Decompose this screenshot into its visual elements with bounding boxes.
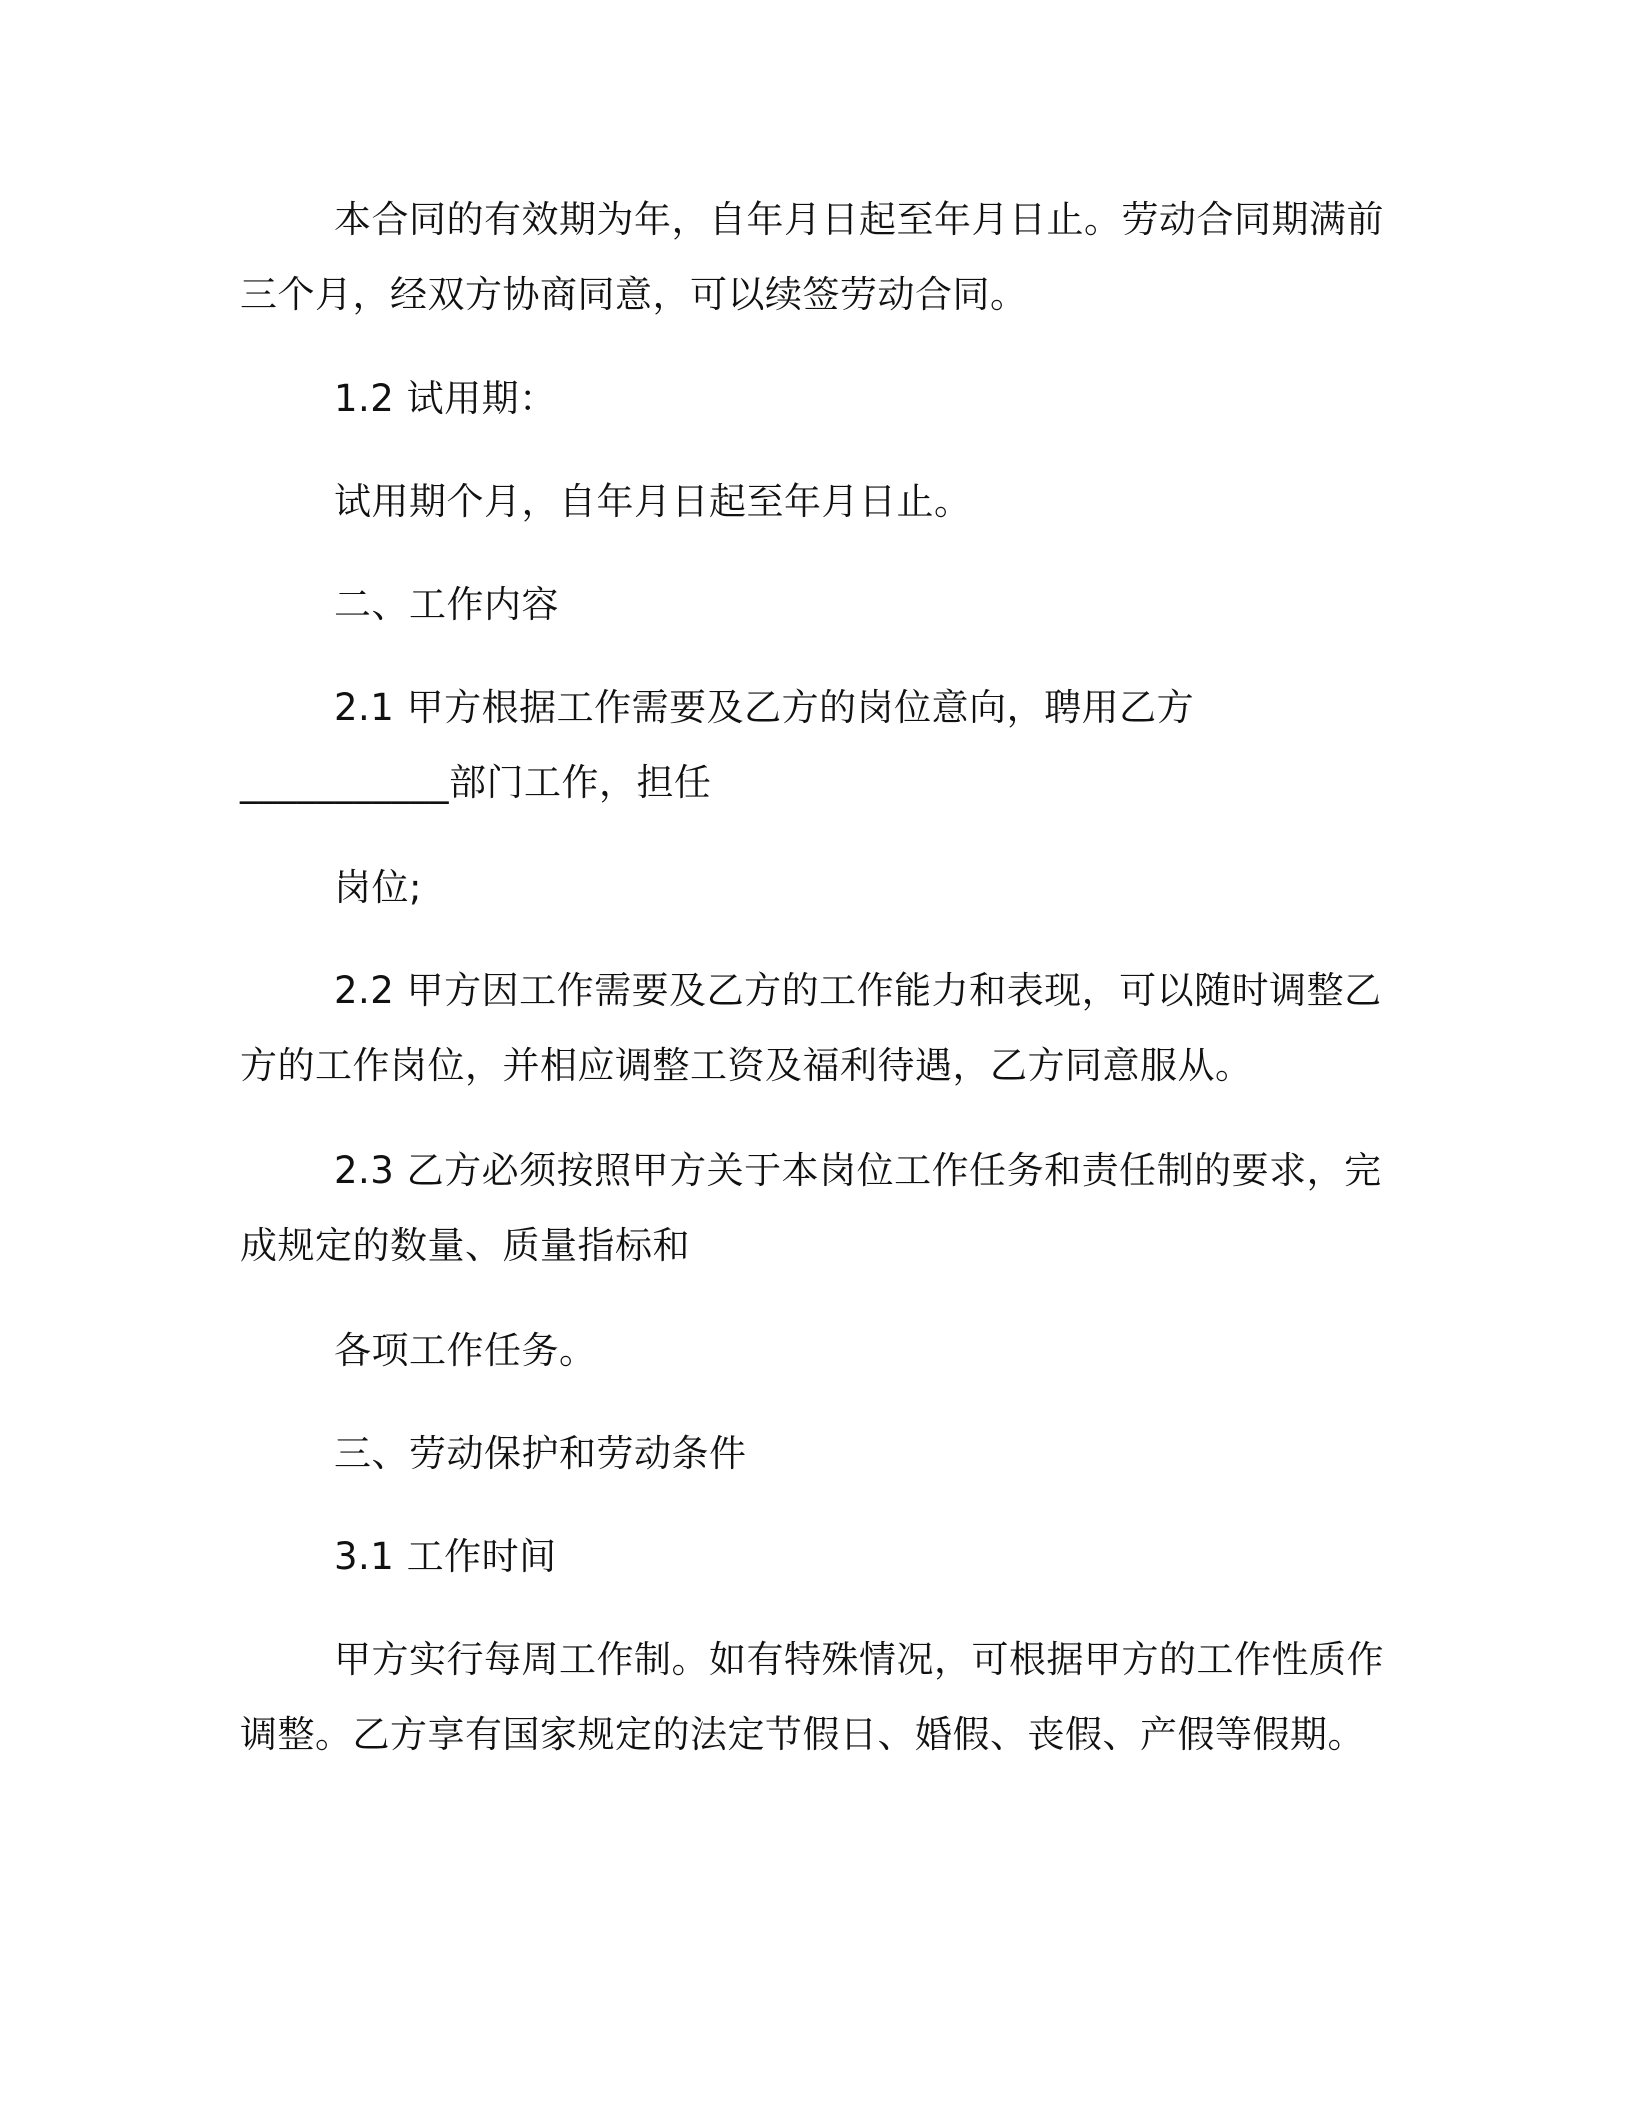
paragraph-2-2-line-2: 方的工作岗位，并相应调整工资及福利待遇，乙方同意服从。 [240,1044,1253,1087]
paragraph-probation: 试用期个月，自年月日起至年月日止。 [334,480,972,523]
paragraph-2-3-line-3: 各项工作任务。 [334,1329,597,1372]
paragraph-2-1-line-3: 岗位; [334,866,422,909]
paragraph-working-hours-line-1: 甲方实行每周工作制。如有特殊情况，可根据甲方的工作性质作 [334,1638,1384,1681]
paragraph-2-3-line-1: 2.3 乙方必须按照甲方关于本岗位工作任务和责任制的要求，完 [334,1149,1382,1192]
paragraph-2-1-line-2: ___________部门工作，担任 [240,761,712,804]
paragraph-contract-term-line-2: 三个月，经双方协商同意，可以续签劳动合同。 [240,273,1028,316]
section-heading-probation: 1.2 试用期： [334,377,557,420]
paragraph-contract-term-line-1: 本合同的有效期为年，自年月日起至年月日止。劳动合同期满前 [334,198,1384,241]
paragraph-2-1-line-1: 2.1 甲方根据工作需要及乙方的岗位意向，聘用乙方 [334,686,1195,729]
section-heading-working-hours: 3.1 工作时间 [334,1535,557,1578]
paragraph-2-3-line-2: 成规定的数量、质量指标和 [240,1224,690,1267]
paragraph-2-2-line-1: 2.2 甲方因工作需要及乙方的工作能力和表现，可以随时调整乙 [334,969,1382,1012]
section-heading-work-content: 二、工作内容 [334,583,559,626]
paragraph-working-hours-line-2: 调整。乙方享有国家规定的法定节假日、婚假、丧假、产假等假期。 [240,1713,1365,1756]
section-heading-labor-protection: 三、劳动保护和劳动条件 [334,1432,747,1475]
